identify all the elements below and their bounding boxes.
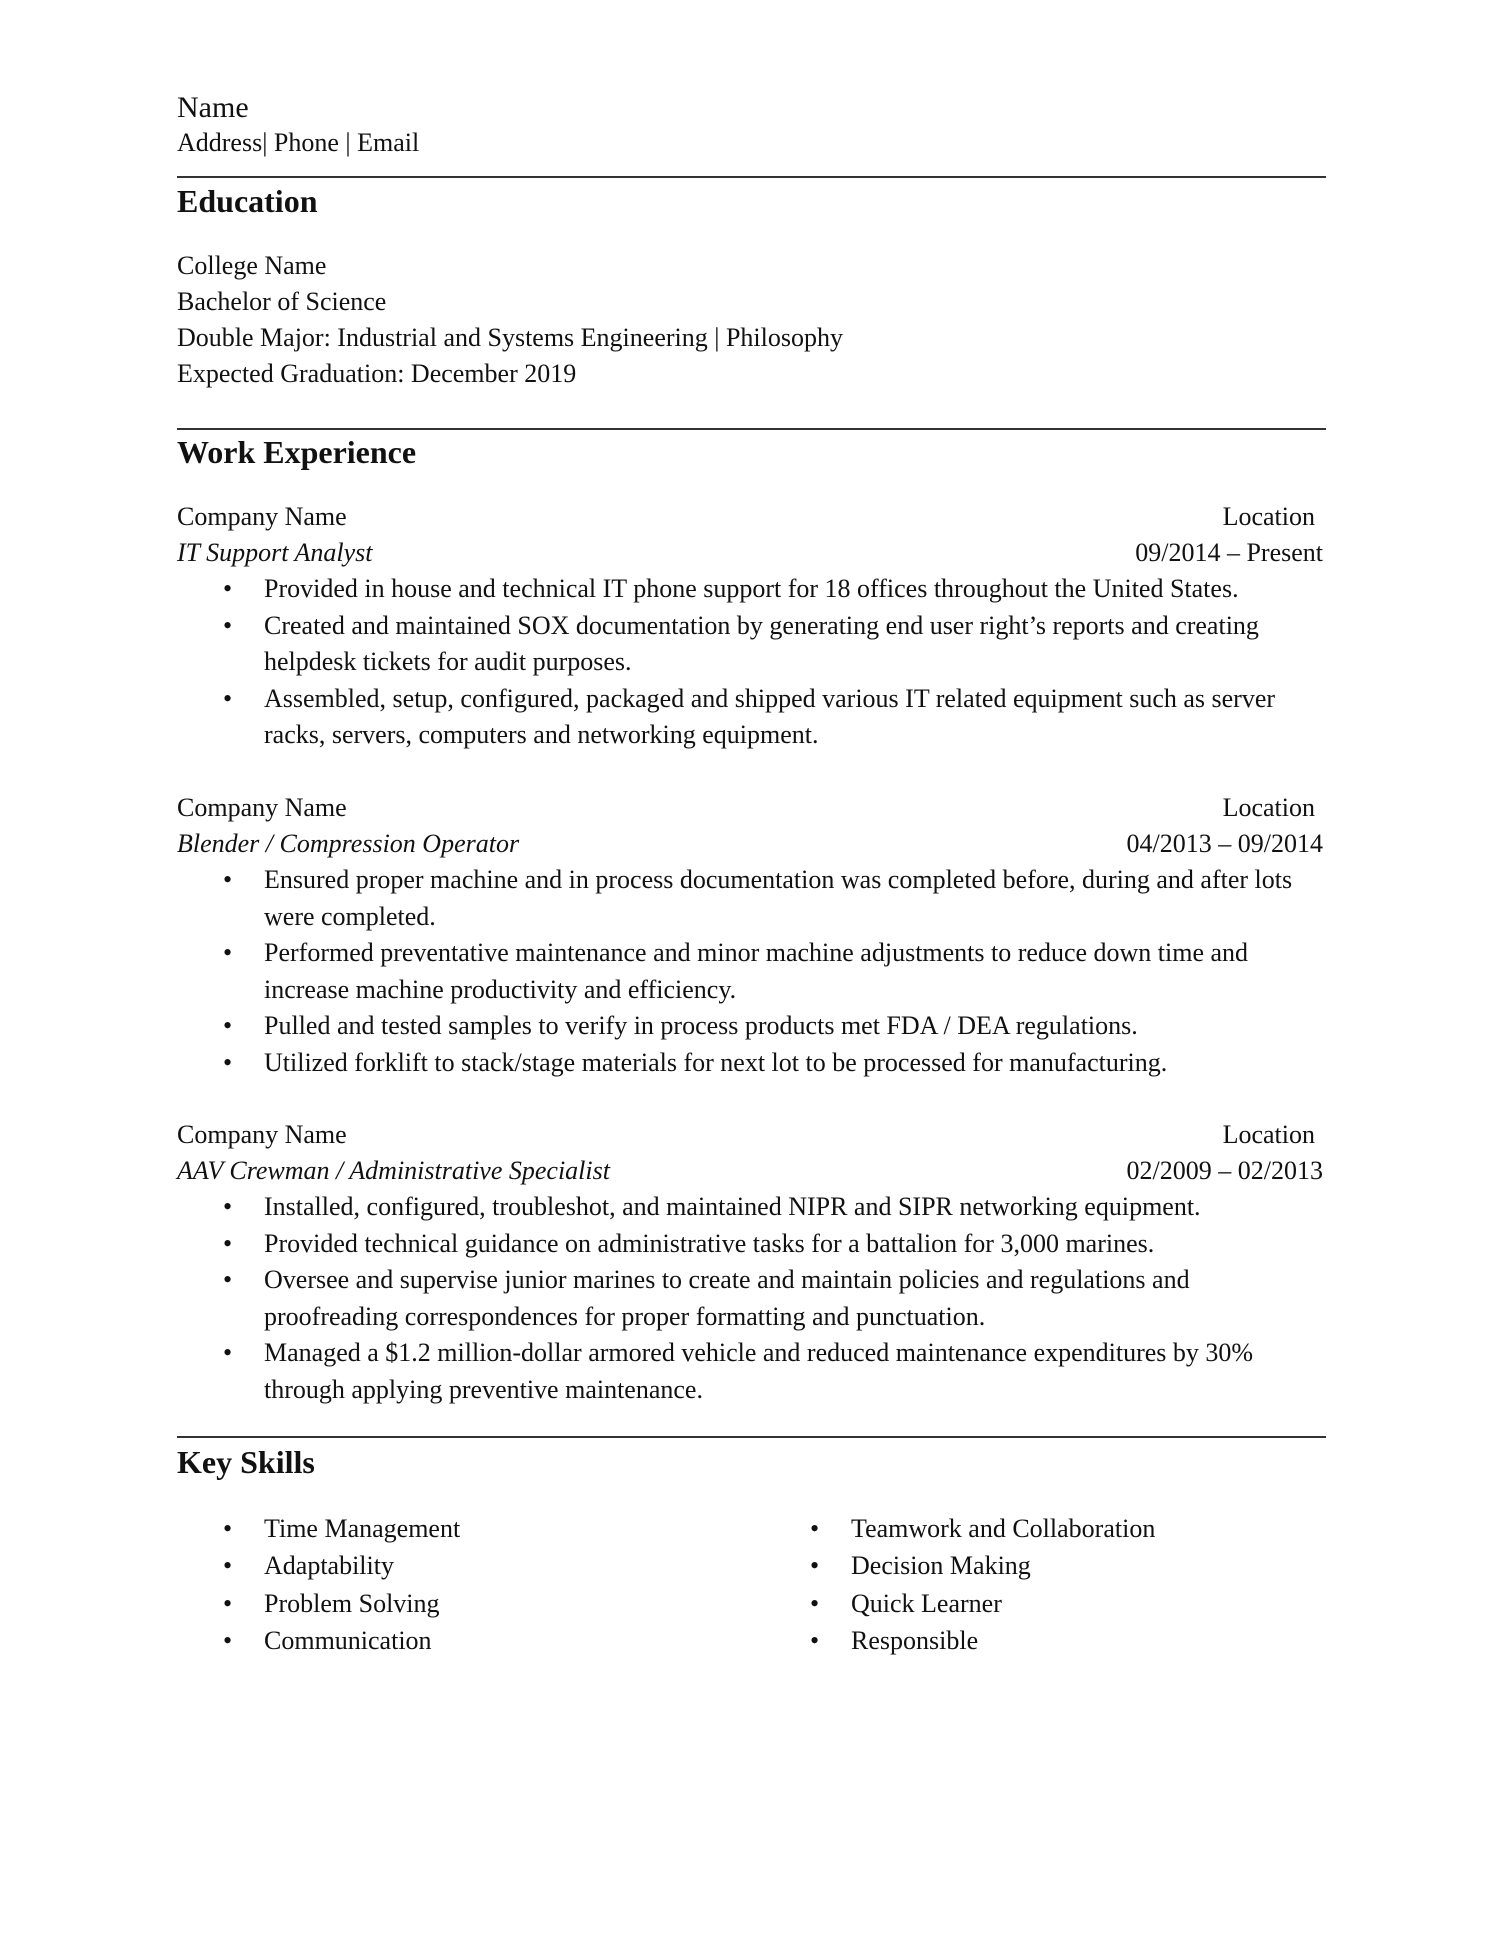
- job-location: Location: [1222, 793, 1315, 822]
- job-title: IT Support Analyst: [177, 538, 373, 567]
- job-location: Location: [1222, 502, 1315, 531]
- candidate-name: Name: [177, 91, 249, 124]
- contact-line: Address| Phone | Email: [177, 128, 420, 157]
- bullet-item: • Utilized forklift to stack/stage materials for next lot to be processed for manufacturing.: [177, 1045, 1324, 1082]
- skills-column-left: [177, 1510, 764, 1659]
- skills-column-right: [764, 1510, 1351, 1659]
- job-bullets: [177, 571, 1323, 754]
- job-dates: 02/2009 – 02/2013: [1126, 1156, 1323, 1185]
- job-entry: [177, 499, 1323, 754]
- key-skills-heading: Key Skills: [177, 1444, 315, 1480]
- work-experience-heading: Work Experience: [177, 434, 417, 470]
- bullet-item: • Created and maintained SOX documentation by generating end user right’s reports and creating helpdesk tickets for audit purposes.: [177, 608, 1324, 681]
- skill-item: • Communication: [177, 1622, 764, 1659]
- education-details: [177, 248, 843, 392]
- section-divider: [177, 428, 1326, 430]
- job-title: Blender / Compression Operator: [177, 829, 520, 858]
- company-name: Company Name: [177, 793, 347, 822]
- job-location: Location: [1222, 1120, 1315, 1149]
- graduation-date: Expected Graduation: December 2019: [177, 359, 577, 388]
- job-bullets: [177, 1189, 1323, 1408]
- skill-item: • Decision Making: [764, 1547, 1351, 1584]
- skill-item: • Responsible: [764, 1622, 1351, 1659]
- section-divider: [177, 176, 1326, 178]
- bullet-item: • Managed a $1.2 million-dollar armored vehicle and reduced maintenance expenditures by 30% through applying preventive maintenance.: [177, 1335, 1324, 1408]
- bullet-item: • Oversee and supervise junior marines to create and maintain policies and regulations and proofreading correspondences for proper formatting and punctuation.: [177, 1262, 1324, 1335]
- company-name: Company Name: [177, 1120, 347, 1149]
- job-entry: [177, 790, 1323, 1081]
- skill-item: • Adaptability: [177, 1547, 764, 1584]
- job-dates: 04/2013 – 09/2014: [1126, 829, 1323, 858]
- bullet-item: • Pulled and tested samples to verify in process products met FDA / DEA regulations.: [177, 1008, 1324, 1045]
- skill-item: • Teamwork and Collaboration: [764, 1510, 1351, 1547]
- bullet-item: • Provided in house and technical IT phone support for 18 offices throughout the United States.: [177, 571, 1324, 608]
- bullet-item: • Performed preventative maintenance and minor machine adjustments to reduce down time and increase machine productivity and efficiency.: [177, 935, 1324, 1008]
- section-divider: [177, 1436, 1326, 1438]
- bullet-item: • Provided technical guidance on administrative tasks for a battalion for 3,000 marines.: [177, 1226, 1324, 1263]
- skill-item: • Quick Learner: [764, 1585, 1351, 1622]
- skill-item: • Problem Solving: [177, 1585, 764, 1622]
- bullet-item: • Installed, configured, troubleshot, and maintained NIPR and SIPR networking equipment.: [177, 1189, 1324, 1226]
- degree: Bachelor of Science: [177, 287, 387, 316]
- skills-list: [177, 1510, 1327, 1659]
- job-entry: [177, 1117, 1323, 1408]
- college-name: College Name: [177, 251, 327, 280]
- skill-item: • Time Management: [177, 1510, 764, 1547]
- bullet-item: • Assembled, setup, configured, packaged and shipped various IT related equipment such as server racks, servers, computers and networking equipment.: [177, 681, 1324, 754]
- job-dates: 09/2014 – Present: [1135, 538, 1323, 567]
- major: Double Major: Industrial and Systems Engineering | Philosophy: [177, 323, 843, 352]
- job-bullets: [177, 862, 1323, 1081]
- bullet-item: • Ensured proper machine and in process documentation was completed before, during and after lots were completed.: [177, 862, 1324, 935]
- education-heading: Education: [177, 183, 318, 219]
- job-title: AAV Crewman / Administrative Specialist: [177, 1156, 610, 1185]
- company-name: Company Name: [177, 502, 347, 531]
